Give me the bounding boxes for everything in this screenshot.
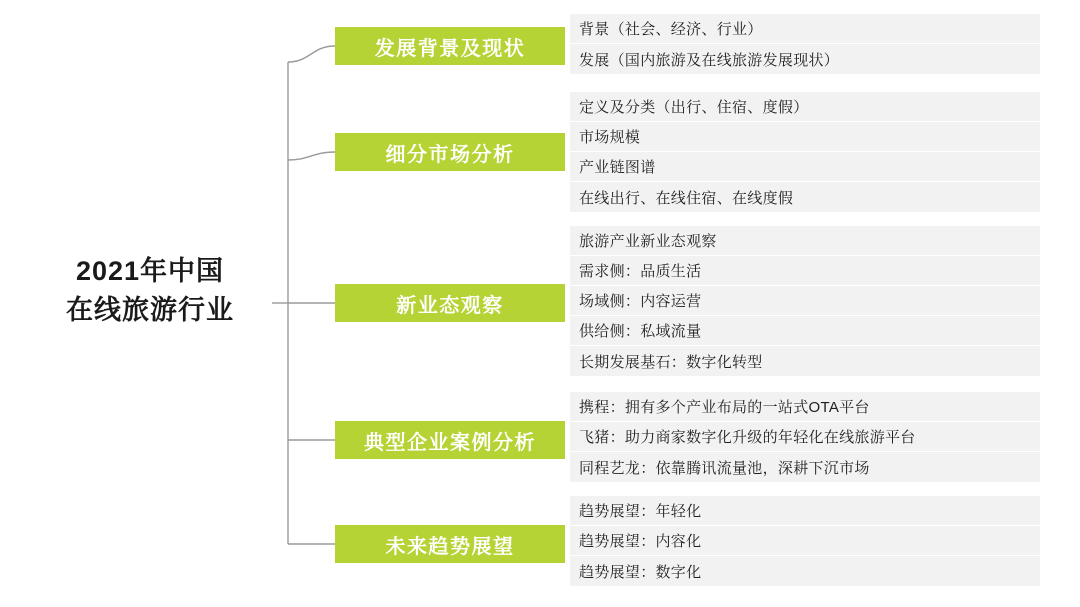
root-title-line-2: 在线旅游行业 xyxy=(66,295,234,326)
leaf-item[interactable]: 同程艺龙：依靠腾讯流量池，深耕下沉市场 xyxy=(570,452,1040,482)
branch-label-4[interactable]: 典型企业案例分析 xyxy=(335,421,565,459)
root-title xyxy=(30,252,270,330)
leaf-item[interactable]: 场域侧：内容运营 xyxy=(570,286,1040,316)
leaf-group-1 xyxy=(570,14,1040,74)
leaf-item[interactable]: 在线出行、在线住宿、在线度假 xyxy=(570,182,1040,212)
leaf-item[interactable]: 发展（国内旅游及在线旅游发展现状） xyxy=(570,44,1040,74)
leaf-item[interactable]: 需求侧：品质生活 xyxy=(570,256,1040,286)
leaf-item[interactable]: 携程：拥有多个产业布局的一站式OTA平台 xyxy=(570,392,1040,422)
leaf-item[interactable]: 趋势展望：数字化 xyxy=(570,556,1040,586)
root-title-line-1: 2021年中国 xyxy=(75,256,225,286)
branch-label-3[interactable]: 新业态观察 xyxy=(335,284,565,322)
leaf-item[interactable]: 定义及分类（出行、住宿、度假） xyxy=(570,92,1040,122)
leaf-item[interactable]: 飞猪：助力商家数字化升级的年轻化在线旅游平台 xyxy=(570,422,1040,452)
leaf-item[interactable]: 市场规模 xyxy=(570,122,1040,152)
branch-label-1[interactable]: 发展背景及现状 xyxy=(335,27,565,65)
branch-label-2[interactable]: 细分市场分析 xyxy=(335,133,565,171)
leaf-item[interactable]: 供给侧：私域流量 xyxy=(570,316,1040,346)
leaf-item[interactable]: 趋势展望：内容化 xyxy=(570,526,1040,556)
branch-label-5[interactable]: 未来趋势展望 xyxy=(335,525,565,563)
leaf-group-4 xyxy=(570,392,1040,482)
leaf-item[interactable]: 旅游产业新业态观察 xyxy=(570,226,1040,256)
leaf-item[interactable]: 产业链图谱 xyxy=(570,152,1040,182)
leaf-group-5 xyxy=(570,496,1040,586)
leaf-item[interactable]: 背景（社会、经济、行业） xyxy=(570,14,1040,44)
leaf-item[interactable]: 趋势展望：年轻化 xyxy=(570,496,1040,526)
leaf-item[interactable]: 长期发展基石：数字化转型 xyxy=(570,346,1040,376)
leaf-group-3 xyxy=(570,226,1040,376)
leaf-group-2 xyxy=(570,92,1040,212)
